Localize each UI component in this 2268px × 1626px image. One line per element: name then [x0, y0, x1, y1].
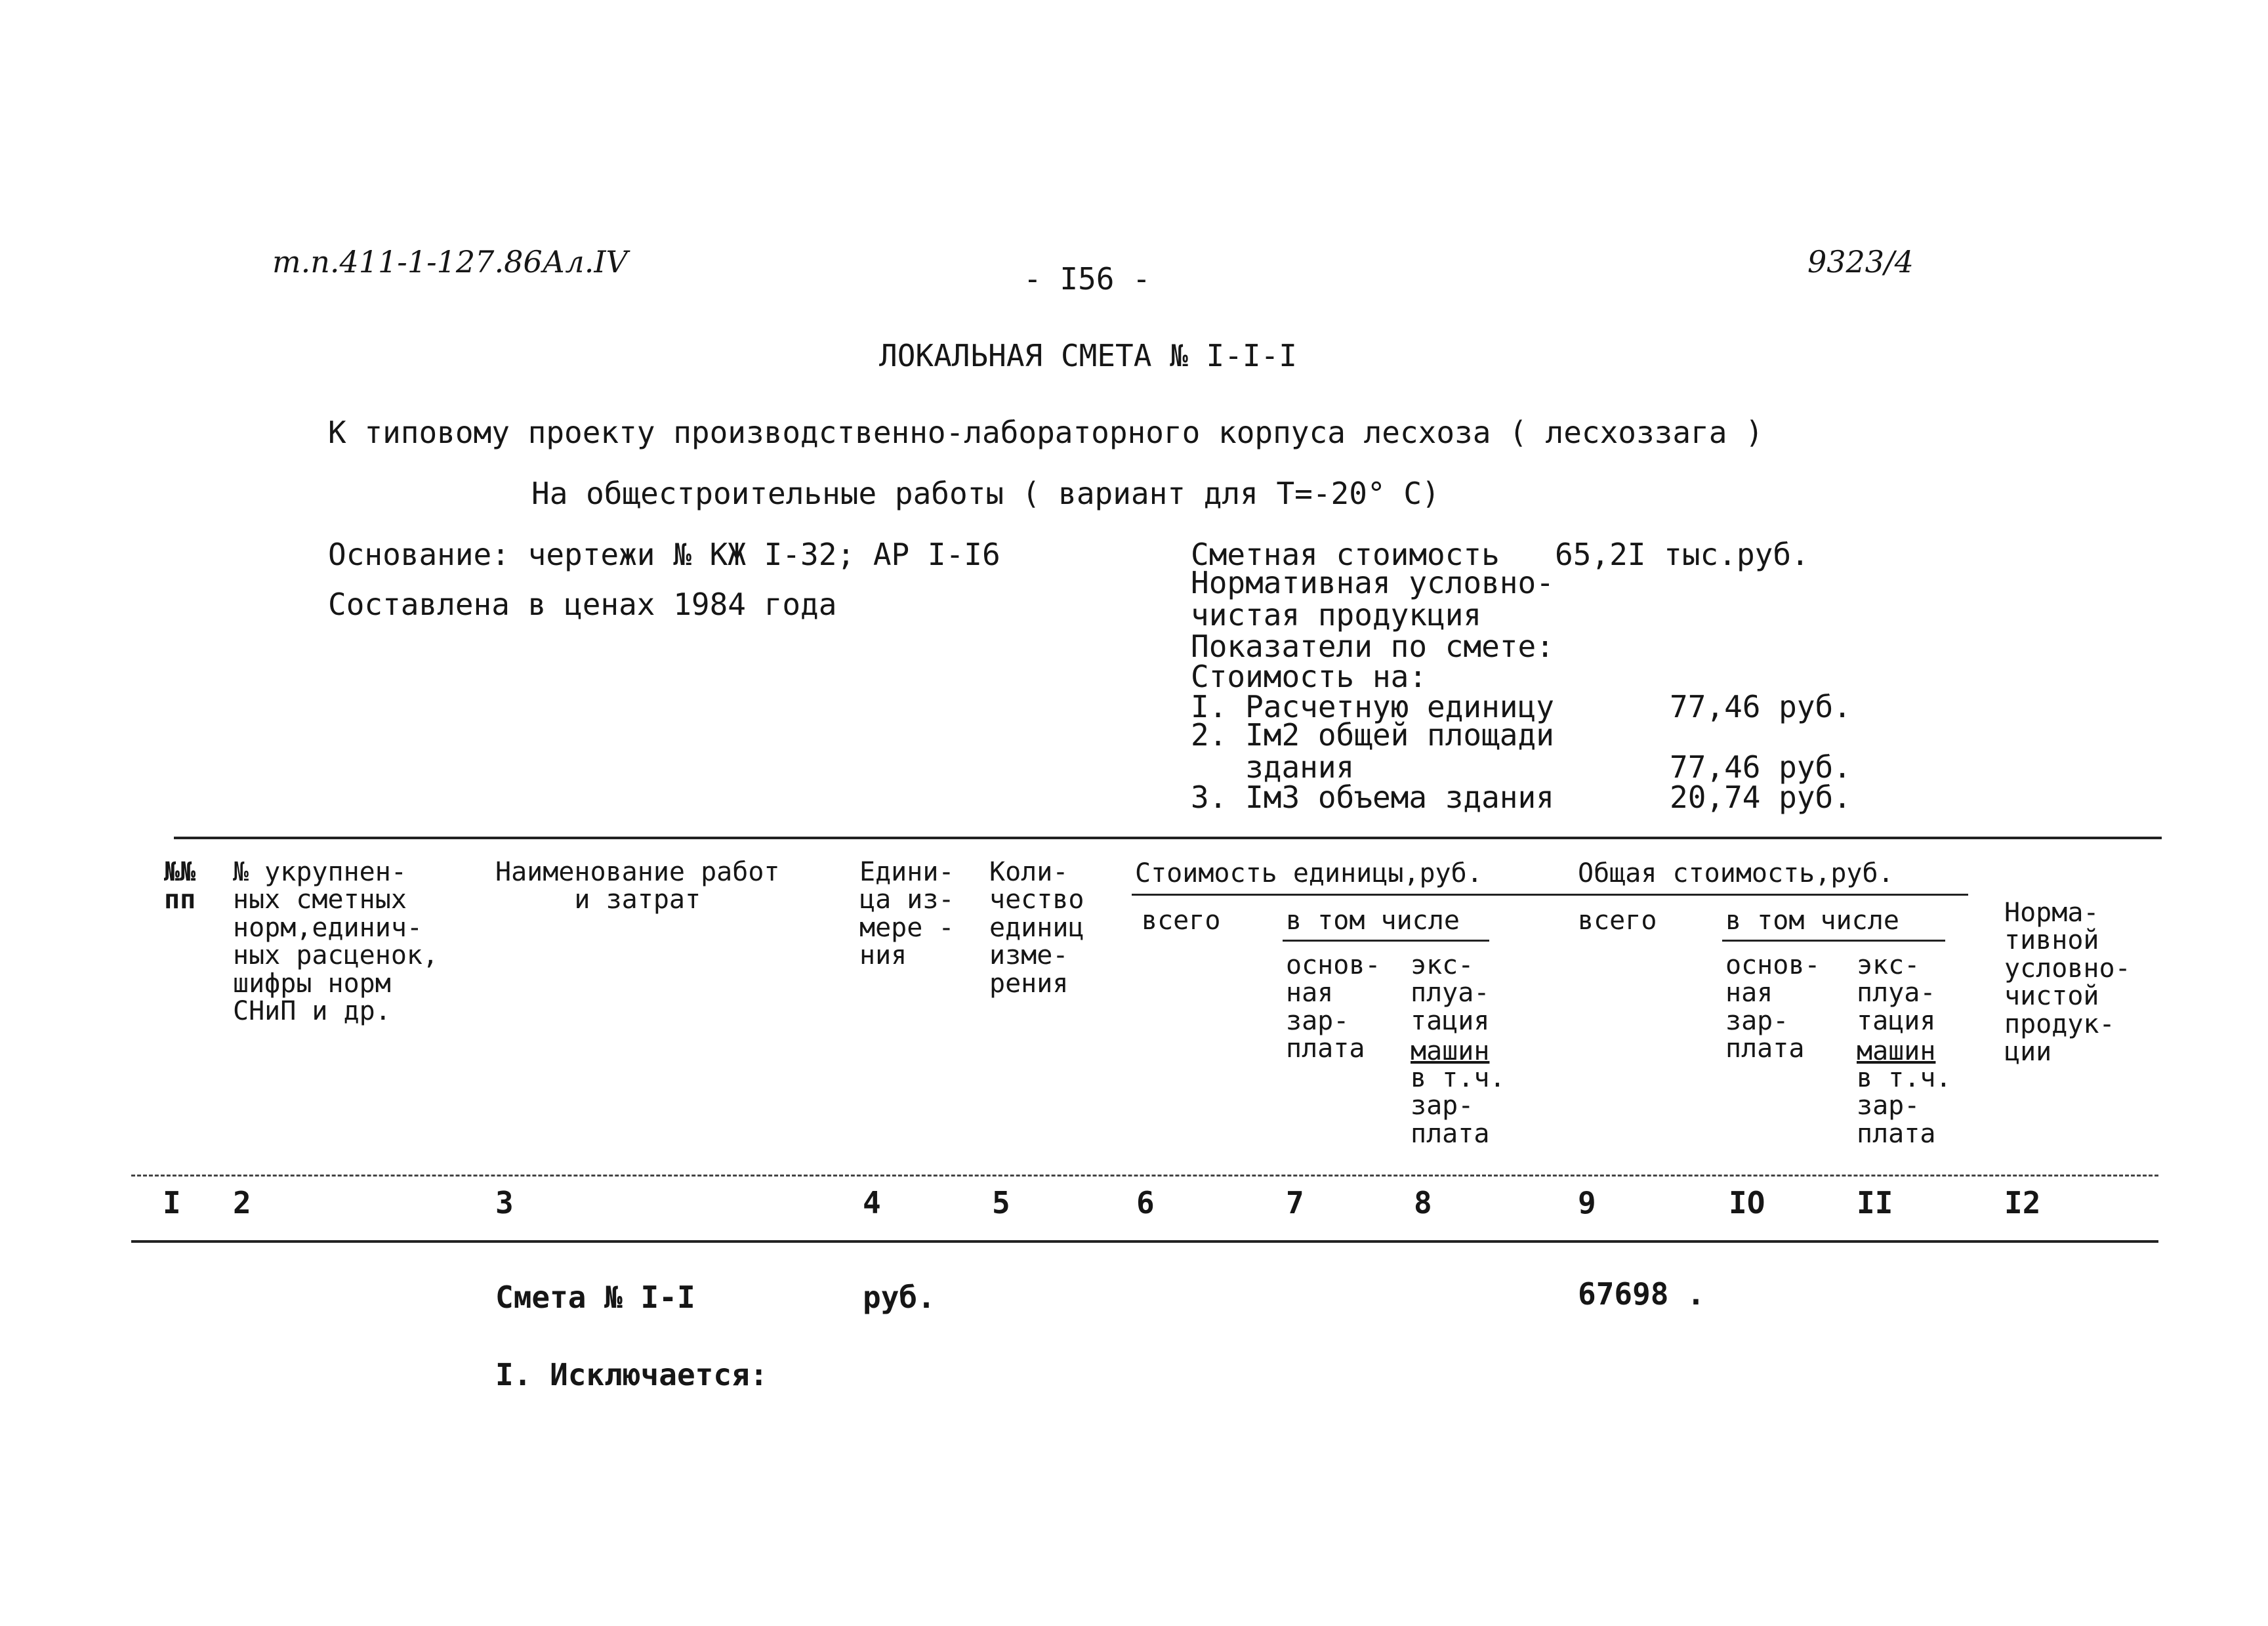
indicators-label: Показатели по смете: [1191, 629, 1554, 664]
header-unit-machines-wages: в т.ч. зар- плата [1411, 1063, 1506, 1149]
header-work-name: Наименование работ и затрат [495, 857, 780, 915]
header-total-machines-word: машин [1857, 1036, 1936, 1066]
header-total-total: всего [1578, 906, 1657, 936]
col-number-12: I2 [2004, 1185, 2041, 1220]
header-unit-cost: Стоимость единицы,руб. [1135, 858, 1483, 888]
basis-drawings: Основание: чертежи № КЖ I-32; АР I-I6 [328, 537, 1000, 572]
estimated-cost-label: Сметная стоимость [1191, 537, 1500, 572]
cost-for-label: Стоимость на: [1191, 659, 1428, 694]
header-quantity: Коли- чество единиц изме- рения [989, 857, 1084, 999]
indicator-3-value: 20,74 руб. [1670, 780, 1851, 815]
header-unit: Едини- ца из- мере - ния [859, 857, 955, 971]
archive-number: 9323/4 [1807, 244, 1914, 280]
header-unit-including: в том числе [1286, 906, 1460, 936]
estimated-cost-value: 65,2I тыс.руб. [1555, 537, 1809, 572]
header-bottom-rule [131, 1175, 2158, 1177]
col-number-2: 2 [233, 1185, 251, 1220]
indicator-2-value: 77,46 руб. [1670, 749, 1851, 785]
header-total-machines-wages: в т.ч. зар- плата [1857, 1063, 1952, 1149]
col-number-8: 8 [1414, 1185, 1432, 1220]
header-unit-wages: основ- ная зар- плата [1286, 950, 1381, 1064]
works-subtitle: На общестроительные работы ( вариант для Т=-20° С) [531, 476, 1440, 511]
total-subgroup-rule [1722, 940, 1945, 942]
unit-subgroup-rule [1283, 940, 1489, 942]
cost-group-rule [1132, 894, 1968, 896]
header-total-cost: Общая стоимость,руб. [1578, 858, 1894, 888]
page-number: - I56 - [1023, 261, 1151, 297]
document-title: ЛОКАЛЬНАЯ СМЕТА № I-I-I [879, 338, 1297, 373]
col-number-11: II [1857, 1185, 1893, 1220]
document-code: т.п.411-1-127.86Ал.IV [272, 244, 628, 280]
normative-production-label: Нормативная условно- чистая продукция [1191, 565, 1554, 633]
header-total-including: в том числе [1725, 906, 1899, 936]
col-number-6: 6 [1136, 1185, 1155, 1220]
indicator-3-label: 3. Iм3 объема здания [1191, 780, 1554, 815]
table-top-rule [174, 837, 2162, 839]
header-norm-code: № укрупнен- ных сметных норм,единич- ных расценок, шифры норм СНиП и др. [233, 857, 439, 1026]
header-total-machines: экс- плуа- тация [1857, 950, 1936, 1036]
indicator-2-label: 2. Iм2 общей площади здания [1191, 717, 1554, 785]
header-total-wages: основ- ная зар- плата [1725, 950, 1821, 1064]
column-numbers-rule [131, 1240, 2158, 1243]
header-unit-total: всего [1142, 906, 1221, 936]
col-number-10: IO [1729, 1185, 1765, 1220]
row-unit: руб. [863, 1280, 936, 1315]
header-unit-machines-word: машин [1411, 1036, 1490, 1066]
header-normative-production: Норма- тивной условно- чистой продук- ции [2004, 898, 2131, 1067]
col-number-9: 9 [1578, 1185, 1596, 1220]
price-base: Составлена в ценах 1984 года [328, 587, 837, 622]
col-number-3: 3 [495, 1185, 514, 1220]
col-number-4: 4 [863, 1185, 881, 1220]
header-unit-machines: экс- плуа- тация [1411, 950, 1490, 1036]
row-work-name: Смета № I-I [495, 1280, 695, 1315]
col-number-5: 5 [992, 1185, 1010, 1220]
col-number-1: I [163, 1185, 181, 1220]
section-heading: I. Исключается: [495, 1357, 768, 1392]
col-number-7: 7 [1286, 1185, 1304, 1220]
header-row-number: №№ пп [164, 857, 196, 915]
project-subtitle: К типовому проекту производственно-лабораторного корпуса лесхоза ( лесхоззага ) [328, 415, 1763, 450]
indicator-1-label: I. Расчетную единицу [1191, 689, 1554, 724]
indicator-1-value: 77,46 руб. [1670, 689, 1851, 724]
row-total-cost: 67698 . [1578, 1276, 1705, 1312]
